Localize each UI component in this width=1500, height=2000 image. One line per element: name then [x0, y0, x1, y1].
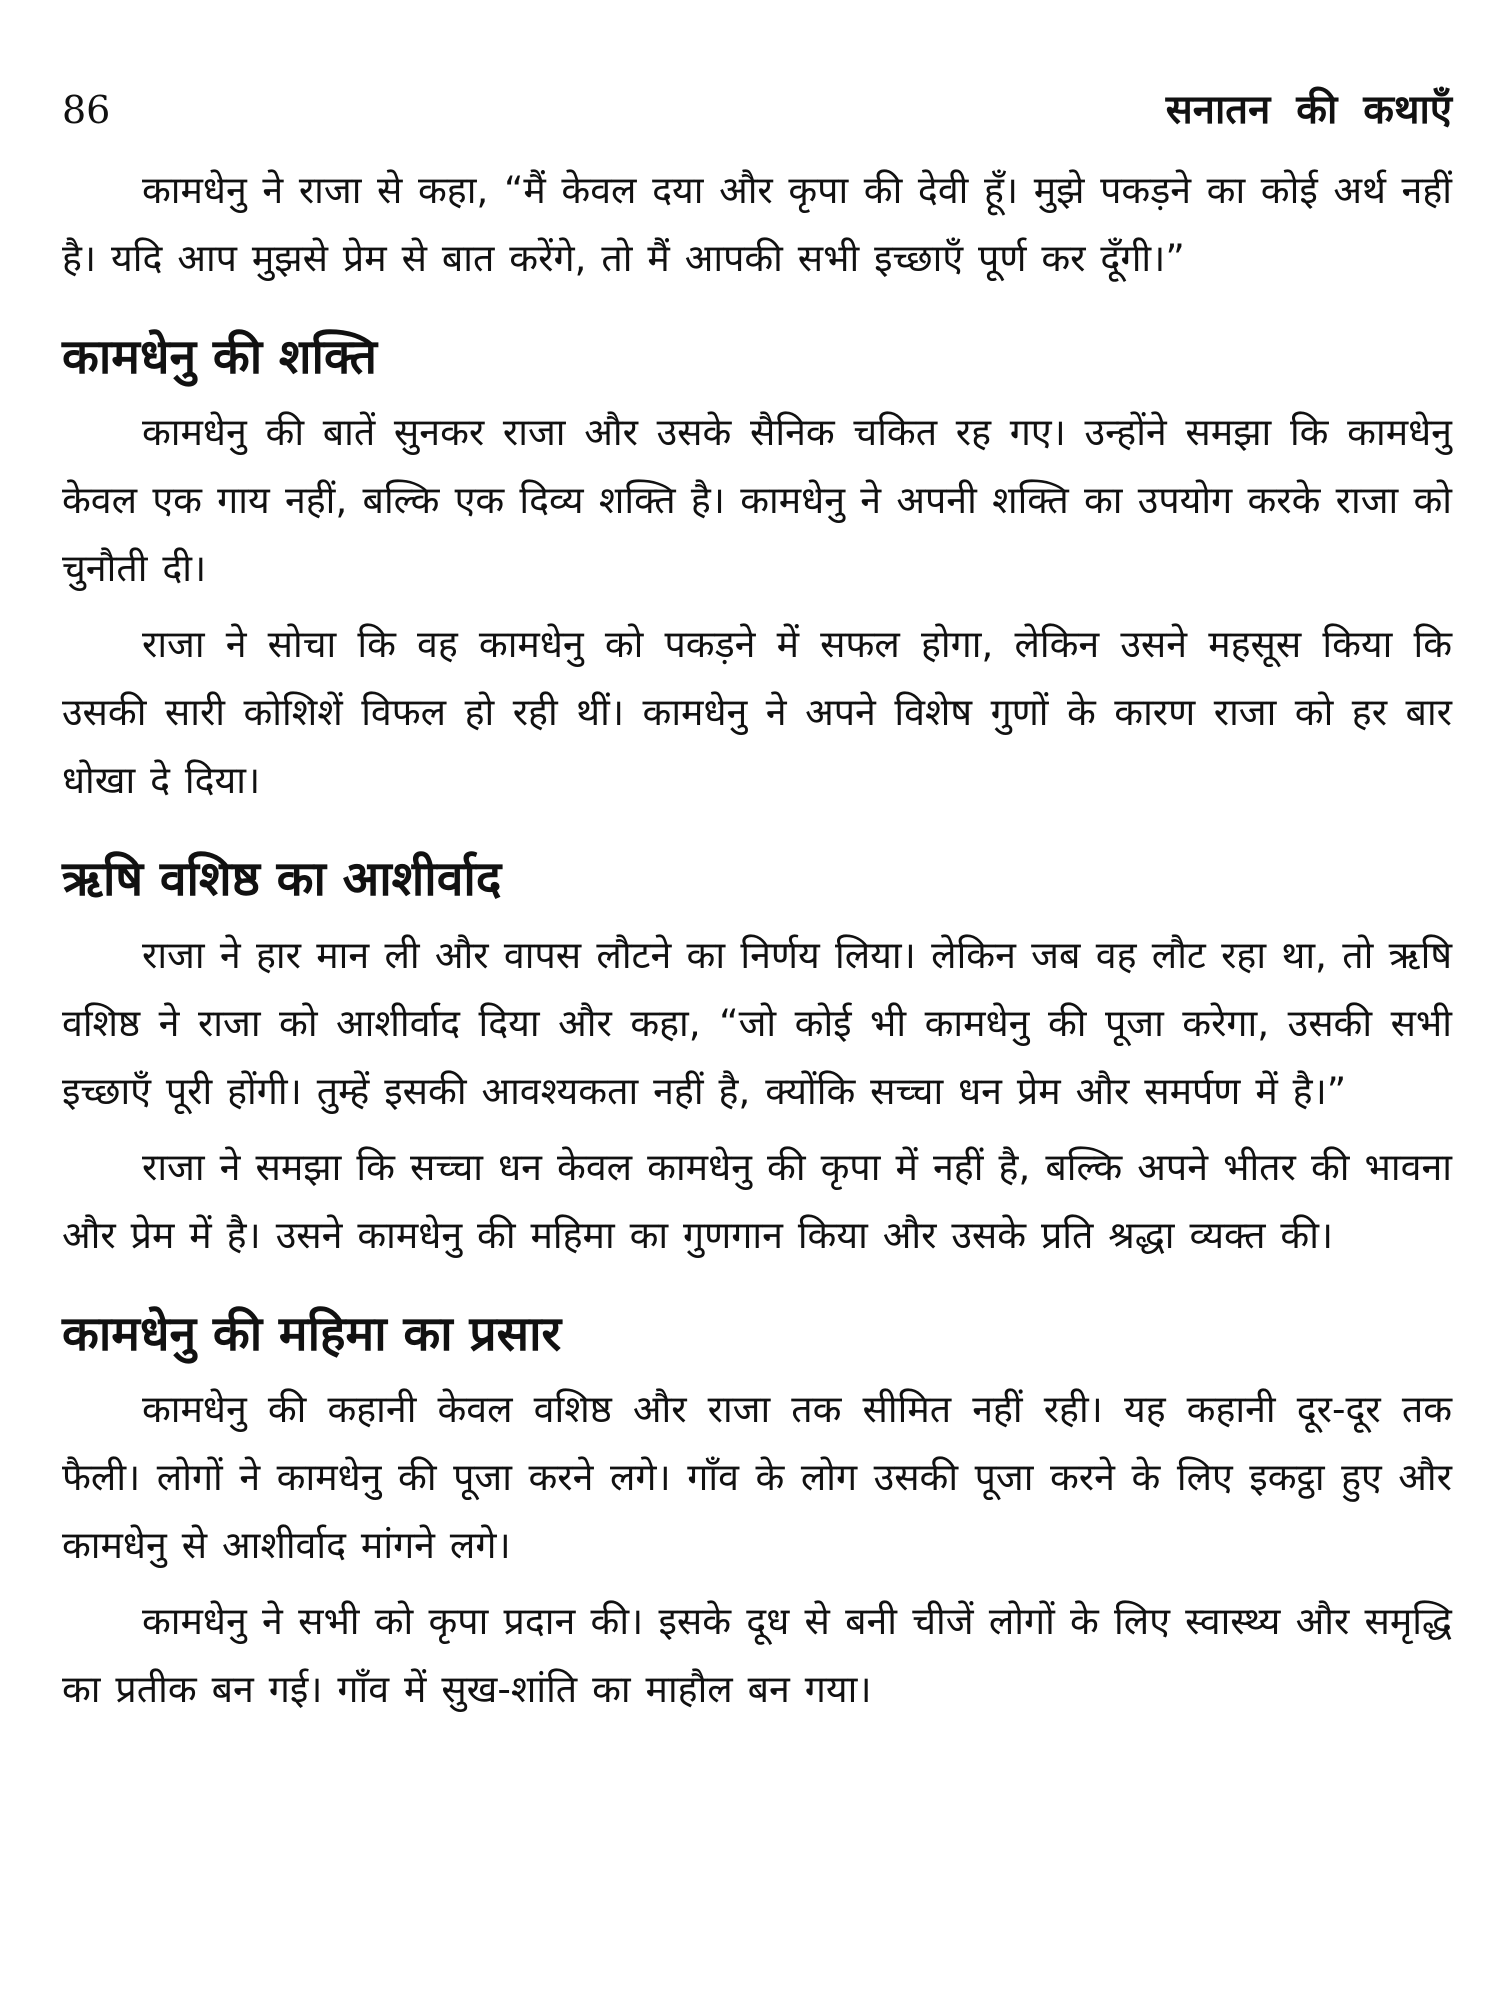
page-number: 86 [62, 88, 111, 132]
section-heading-mahima-prasar: कामधेनु की महिमा का प्रसार [62, 1305, 562, 1362]
section-heading-rishi-vashishtha: ऋषि वशिष्ठ का आशीर्वाद [62, 851, 502, 908]
running-head [62, 80, 1452, 140]
section-heading-kamdhenu-shakti: कामधेनु की शक्ति [62, 329, 378, 385]
paragraph: राजा ने सोचा कि वह कामधेनु को पकड़ने में सफल होगा, लेकिन उसने महसूस किया कि उसकी सारी कोशिशें विफल हो रही थीं। कामधेनु ने अपने विशेष गुणों के कारण राजा को हर बार धोखा दे दिया। [62, 622, 1452, 803]
paragraph: कामधेनु की बातें सुनकर राजा और उसके सैनिक चकित रह गए। उन्होंने समझा कि कामधेनु केवल एक गाय नहीं, बल्कि एक दिव्य शक्ति है। कामधेनु ने अपनी शक्ति का उपयोग करके राजा को चुनौती दी। [62, 410, 1452, 591]
paragraph: राजा ने समझा कि सच्चा धन केवल कामधेनु की कृपा में नहीं है, बल्कि अपने भीतर की भावना और प्रेम में है। उसने कामधेनु की महिमा का गुणगान किया और उसके प्रति श्रद्धा व्यक्त की। [62, 1144, 1452, 1257]
paragraph: कामधेनु ने सभी को कृपा प्रदान की। इसके दूध से बनी चीजें लोगों के लिए स्वास्थ्य और समृद्धि का प्रतीक बन गई। गाँव में सुख-शांति का माहौल बन गया। [62, 1599, 1452, 1712]
book-title: सनातन की कथाएँ [1165, 87, 1452, 133]
paragraph: राजा ने हार मान ली और वापस लौटने का निर्णय लिया। लेकिन जब वह लौट रहा था, तो ऋषि वशिष्ठ ने राजा को आशीर्वाद दिया और कहा, “जो कोई भी कामधेनु की पूजा करेगा, उसकी सभी इच्छाएँ पूरी होंगी। तुम्हें इसकी आवश्यकता नहीं है, क्योंकि सच्चा धन प्रेम और समर्पण में है।” [62, 932, 1452, 1113]
paragraph: कामधेनु ने राजा से कहा, “मैं केवल दया और कृपा की देवी हूँ। मुझे पकड़ने का कोई अर्थ नहीं है। यदि आप मुझसे प्रेम से बात करेंगे, तो मैं आपकी सभी इच्छाएँ पूर्ण कर दूँगी।” [62, 168, 1452, 280]
paragraph: कामधेनु की कहानी केवल वशिष्ठ और राजा तक सीमित नहीं रही। यह कहानी दूर-दूर तक फैली। लोगों ने कामधेनु की पूजा करने लगे। गाँव के लोग उसकी पूजा करने के लिए इकट्ठा हुए और कामधेनु से आशीर्वाद मांगने लगे। [62, 1387, 1452, 1568]
book-page [62, 80, 1452, 1960]
